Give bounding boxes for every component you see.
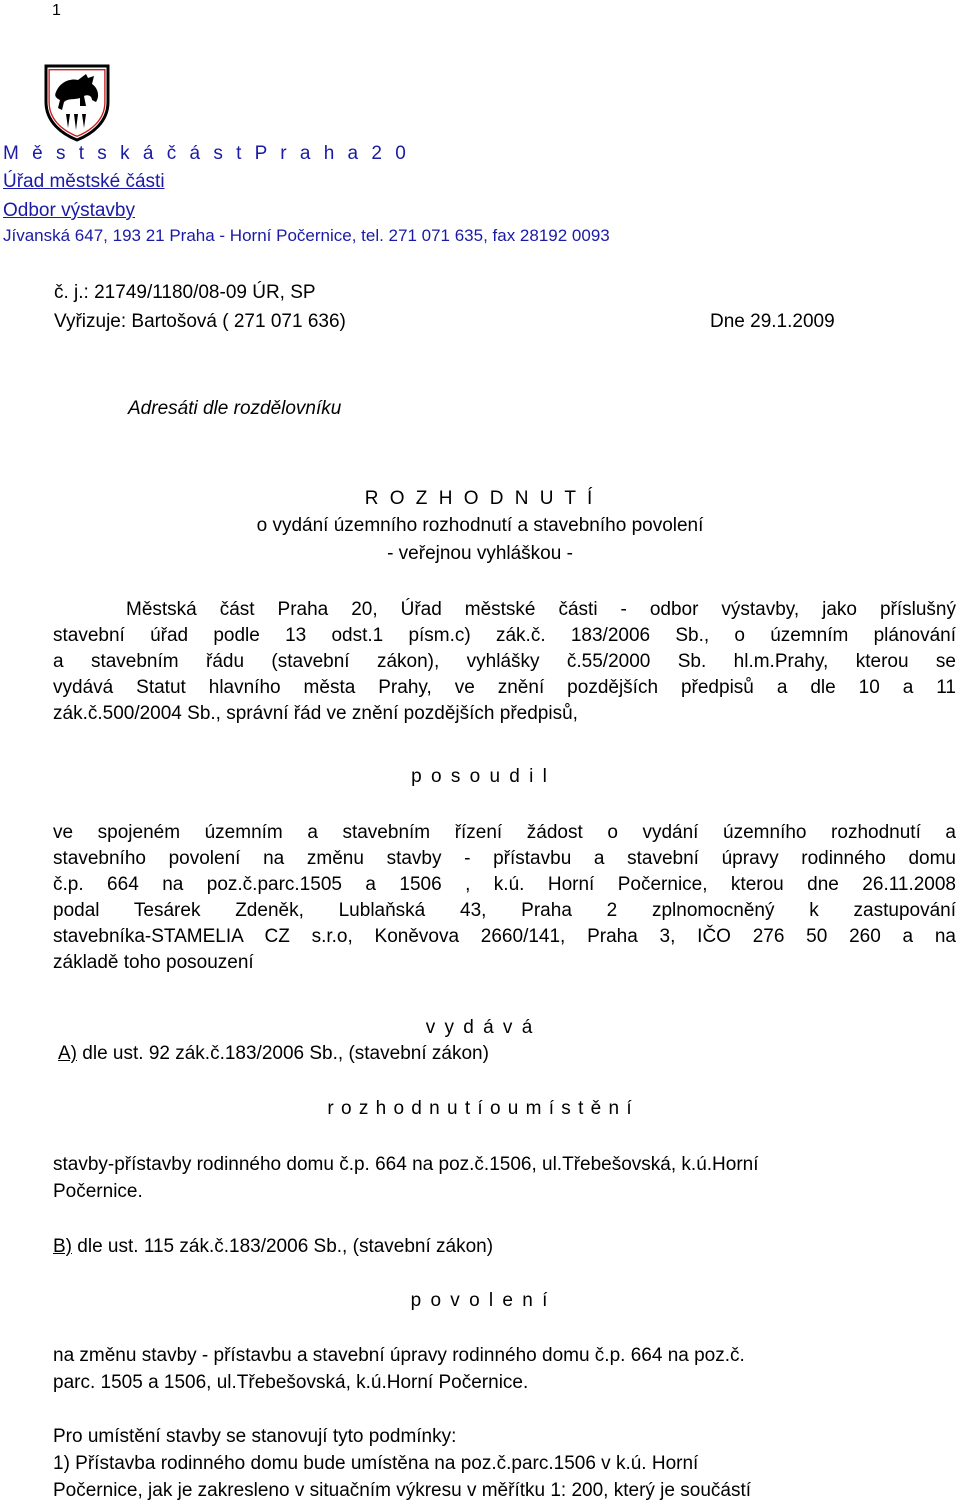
office-address: Jívanská 647, 193 21 Praha - Horní Počernice, tel. 271 071 635, fax 28192 0093 <box>3 226 610 245</box>
text-line: zák.č.500/2004 Sb., správní řád ve znění pozdějších předpisů, <box>53 703 578 724</box>
department-name: Odbor výstavby <box>3 200 135 221</box>
text-line: vydává Statut hlavního města Prahy, ve znění pozdějších předpisů a dle 10 a 11 <box>53 677 956 698</box>
text-line: ve spojeném územním a stavebním řízení žádost o vydání územního rozhodnutí a <box>53 822 956 843</box>
org-name: M ě s t s k á č á s t P r a h a 2 0 <box>3 143 410 164</box>
decision-title: R O Z H O D N U T Í <box>364 488 596 509</box>
document-date: Dne 29.1.2009 <box>710 311 835 332</box>
section-a-letter: A) <box>58 1043 77 1064</box>
section-a-body-line: stavby-přístavby rodinného domu č.p. 664 na poz.č.1506, ul.Třebešovská, k.ú.Horní <box>53 1154 759 1175</box>
handled-by: Vyřizuje: Bartošová ( 271 071 636) <box>54 311 346 332</box>
section-b-heading: p o v o l e n í <box>410 1290 550 1311</box>
intro-paragraph <box>53 597 956 727</box>
page-number: 1 <box>52 2 61 19</box>
text-line: podal Tesárek Zdeněk, Lublaňská 43, Praha 2 zplnomocněný k zastupování <box>53 900 956 921</box>
office-name: Úřad městské části <box>3 171 165 192</box>
section-b-body-line: parc. 1505 a 1506, ul.Třebešovská, k.ú.Horní Počernice. <box>53 1372 529 1393</box>
case-number: č. j.: 21749/1180/08-09 ÚR, SP <box>54 282 316 303</box>
text-line: základě toho posouzení <box>53 952 254 973</box>
addressees: Adresáti dle rozdělovníku <box>128 398 342 419</box>
section-b-text: dle ust. 115 zák.č.183/2006 Sb., (stavební zákon) <box>72 1236 494 1257</box>
text-line: stavební úřad podle 13 odst.1 písm.c) zák.č. 183/2006 Sb., o územním plánování <box>53 625 956 646</box>
decision-publication: - veřejnou vyhláškou - <box>387 543 573 564</box>
request-paragraph <box>53 820 956 976</box>
posoudil-heading: p o s o u d i l <box>411 766 549 787</box>
decision-subtitle: o vydání územního rozhodnutí a stavebního povolení <box>256 515 704 536</box>
condition-line: Počernice, jak je zakresleno v situačním výkresu v měřítku 1: 200, který je součástí <box>53 1480 752 1501</box>
section-b-letter: B) <box>53 1236 72 1257</box>
text-line: a stavebním řádu (stavební zákon), vyhlášky č.55/2000 Sb. hl.m.Prahy, kterou se <box>53 651 956 672</box>
condition-line: 1) Přístavba rodinného domu bude umístěna na poz.č.parc.1506 v k.ú. Horní <box>53 1453 699 1474</box>
text-line: stavebního povolení na změnu stavby - přístavbu a stavební úpravy rodinného domu <box>53 848 956 869</box>
section-a-text: dle ust. 92 zák.č.183/2006 Sb., (stavební zákon) <box>77 1043 489 1064</box>
section-a-line <box>58 1043 489 1065</box>
section-a-body-line: Počernice. <box>53 1181 143 1202</box>
section-b-body-line: na změnu stavby - přístavbu a stavební úpravy rodinného domu č.p. 664 na poz.č. <box>53 1345 745 1366</box>
text-line: Městská část Praha 20, Úřad městské části - odbor výstavby, jako příslušný <box>126 599 956 620</box>
section-b-line <box>53 1236 493 1258</box>
coat-of-arms-icon <box>42 62 112 142</box>
text-line: č.p. 664 na poz.č.parc.1505 a 1506 , k.ú. Horní Počernice, kterou dne 26.11.2008 <box>53 874 956 895</box>
section-a-heading: r o z h o d n u t í o u m í s t ě n í <box>327 1098 633 1119</box>
text-line: stavebníka-STAMELIA CZ s.r.o, Koněvova 2660/141, Praha 3, IČO 276 50 260 a na <box>53 926 956 947</box>
conditions-intro: Pro umístění stavby se stanovují tyto podmínky: <box>53 1426 457 1447</box>
vydava-heading: v y d á v á <box>425 1017 535 1038</box>
